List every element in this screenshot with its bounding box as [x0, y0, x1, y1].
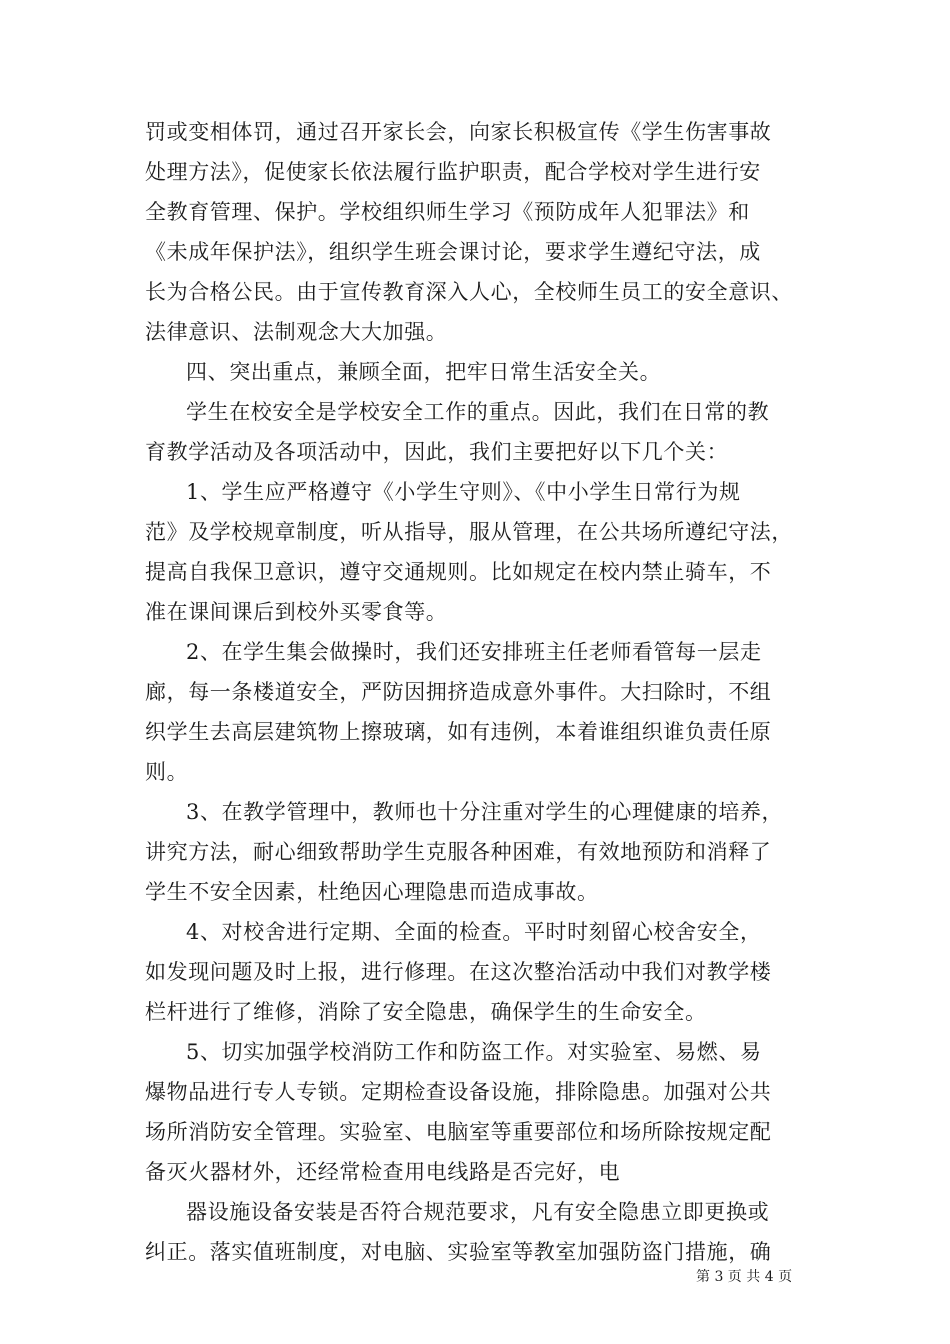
text-line: 场所消防安全管理。实验室、电脑室等重要部位和场所除按规定配	[145, 1120, 772, 1144]
list-item-1: 1、学生应严格遵守《小学生守则》、《中小学生日常行为规	[186, 480, 741, 504]
text-line: 则。	[145, 760, 189, 784]
section-heading: 四、突出重点，兼顾全面，把牢日常生活安全关。	[186, 360, 662, 384]
list-item-3: 3、在教学管理中，教师也十分注重对学生的心理健康的培养，	[186, 800, 784, 824]
paragraph-first-line: 学生在校安全是学校安全工作的重点。因此，我们在日常的教	[186, 400, 770, 424]
text-line: 讲究方法，耐心细致帮助学生克服各种困难，有效地预防和消释了	[145, 840, 772, 864]
text-line: 范》及学校规章制度，听从指导，服从管理，在公共场所遵纪守法，	[145, 520, 793, 544]
page-number: 第 3 页 共 4 页	[696, 1269, 793, 1285]
text-line: 备灭火器材外，还经常检查用电线路是否完好，电	[145, 1160, 621, 1184]
paragraph-first-line: 器设施设备安装是否符合规范要求，凡有安全隐患立即更换或	[186, 1200, 770, 1224]
text-line: 罚或变相体罚，通过召开家长会，向家长积极宣传《学生伤害事故	[145, 120, 772, 144]
text-line: 《未成年保护法》，组织学生班会课讨论，要求学生遵纪守法，成	[145, 240, 761, 264]
text-line: 全教育管理、保护。学校组织师生学习《预防成年人犯罪法》和	[145, 200, 750, 224]
list-item-4: 4、对校舍进行定期、全面的检查。平时时刻留心校舍安全，	[186, 920, 762, 944]
text-line: 爆物品进行专人专锁。定期检查设备设施，排除隐患。加强对公共	[145, 1080, 772, 1104]
text-line: 育教学活动及各项活动中，因此，我们主要把好以下几个关：	[145, 440, 729, 464]
text-line: 提高自我保卫意识，遵守交通规则。比如规定在校内禁止骑车，不	[145, 560, 772, 584]
text-line: 廊，每一条楼道安全，严防因拥挤造成意外事件。大扫除时，不组	[145, 680, 772, 704]
text-line: 纠正。落实值班制度，对电脑、实验室等教室加强防盗门措施，确	[145, 1240, 772, 1264]
text-line: 如发现问题及时上报，进行修理。在这次整治活动中我们对教学楼	[145, 960, 772, 984]
text-line: 准在课间课后到校外买零食等。	[145, 600, 448, 624]
text-line: 学生不安全因素，杜绝因心理隐患而造成事故。	[145, 880, 599, 904]
text-line: 栏杆进行了维修，消除了安全隐患，确保学生的生命安全。	[145, 1000, 707, 1024]
list-item-5: 5、切实加强学校消防工作和防盗工作。对实验室、易燃、易	[186, 1040, 762, 1064]
list-item-2: 2、在学生集会做操时，我们还安排班主任老师看管每一层走	[186, 640, 762, 664]
text-line: 法律意识、法制观念大大加强。	[145, 320, 448, 344]
text-line: 处理方法》，促使家长依法履行监护职责，配合学校对学生进行安	[145, 160, 761, 184]
text-line: 织学生去高层建筑物上擦玻璃，如有违例，本着谁组织谁负责任原	[145, 720, 772, 744]
text-line: 长为合格公民。由于宣传教育深入人心，全校师生员工的安全意识、	[145, 280, 793, 304]
